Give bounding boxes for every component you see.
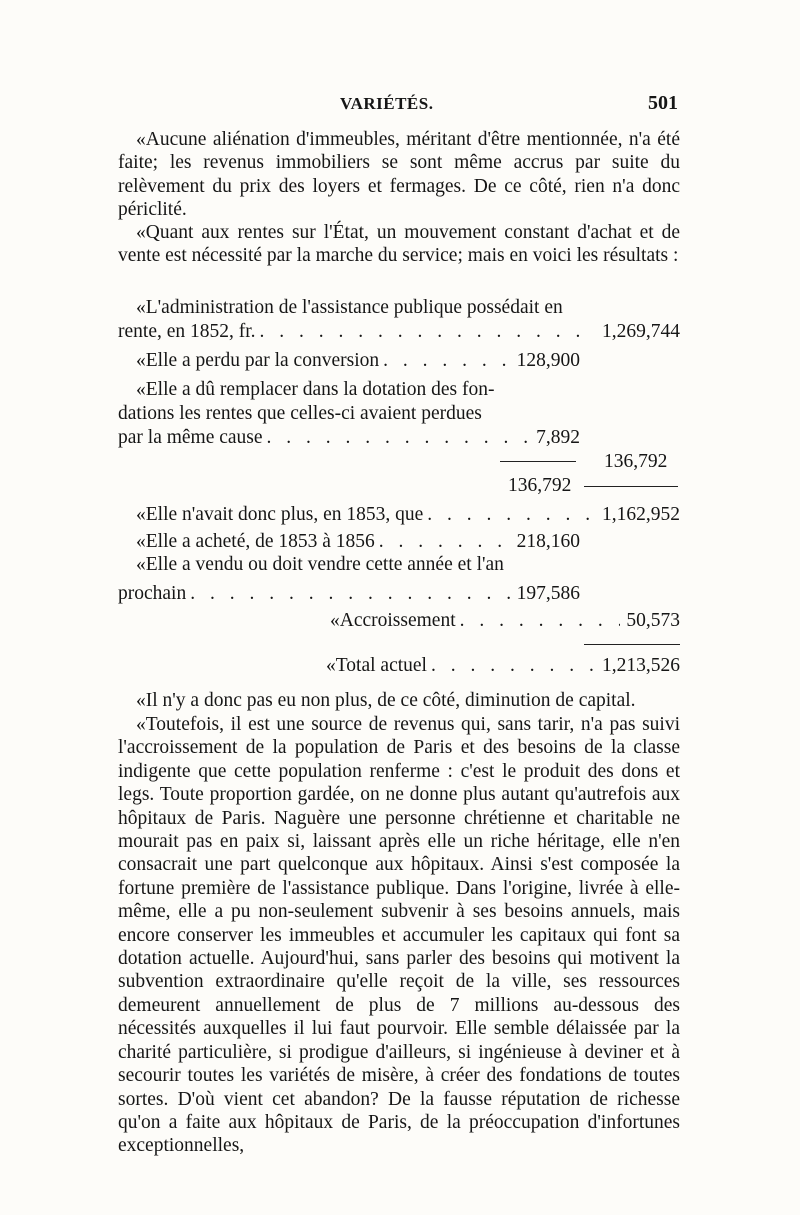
ledger-row-total (326, 654, 680, 678)
ledger-label: prochain (118, 583, 187, 604)
ledger-amount: 1,269,744 (602, 321, 680, 342)
leader-dots (427, 503, 596, 527)
sum-rule (584, 486, 678, 487)
leader-dots (260, 320, 596, 344)
ledger-label: «Elle a perdu par la conversion (136, 350, 380, 371)
ledger-label: «Total actuel (326, 655, 427, 676)
ledger-label: «Elle n'avait donc plus, en 1853, que (136, 504, 424, 525)
ledger-amount: 50,573 (626, 610, 680, 631)
ledger-row-1853 (136, 503, 680, 527)
subtotal-right: 136,792 (604, 451, 668, 472)
ledger-label: «Elle a acheté, de 1853 à 1856 (136, 531, 375, 552)
sum-rule (584, 644, 680, 645)
paragraph-immeubles: «Aucune aliénation d'immeubles, méritant d'être mentionnée, n'a été faite; les revenus immobiliers se sont même accrus par suite du relèvement du prix des loyers et fermages. De ce côté, rien n'a donc périclité. (118, 129, 680, 221)
ledger-line: dations les rentes que celles-ci avaient perdues (118, 403, 482, 424)
ledger-line: «L'administration de l'assistance publique possédait en (136, 297, 563, 318)
ledger-amount: 128,900 (516, 350, 580, 371)
leader-dots (267, 426, 531, 450)
leader-dots (379, 530, 511, 554)
paragraph-dons-legs: «Toutefois, il est une source de revenus qui, sans tarir, n'a pas suivi l'accroissement de la population de Paris et des besoins de la classe indigente que cette population renferme : c'est le produit des dons et legs. Toute proportion gardée, on ne donne plus autant qu'autrefois aux hôpitaux de Paris. Naguère une personne chrétienne et charitable ne mourait pas en paix si, laissant après elle un riche héritage, elle n'en consacrait une part quelconque aux hôpitaux. Ainsi s'est composée la fortune première de l'assistance publique. Dans l'origine, livrée à elle-même, elle a pu non-seulement subvenir à ses besoins annuels, mais encore conserver les immeubles et accumuler les capitaux qui font sa dotation actuelle. Aujourd'hui, sans parler des besoins qui motivent la subvention extraordinaire qu'elle reçoit de la ville, ses ressources demeurent annuellement de plus de 7 millions au-dessous des nécessités auxquelles il lui faut pourvoir. Elle semble délaissée par la charité particulière, si prodigue d'ailleurs, si ingénieuse à deviner et à secourir toutes les variétés de misère, à créer des fondations de toutes sortes. D'où vient cet abandon? De la fausse réputation de richesse qu'on a faite aux hôpitaux de Paris, de la préoccupation d'infortunes exceptionnelles, (118, 714, 680, 1157)
leader-dots (190, 582, 510, 606)
leader-dots (460, 609, 621, 633)
ledger-label: rente, en 1852, fr. (118, 321, 256, 342)
ledger-line: «Elle a dû remplacer dans la dotation des fon- (136, 379, 495, 400)
ledger-row-conversion (136, 349, 580, 373)
ledger-amount: 197,586 (516, 583, 580, 604)
ledger-row-vendu (118, 582, 580, 606)
ledger-row-achete (136, 530, 580, 554)
ledger-line: «Elle a vendu ou doit vendre cette année et l'an (136, 554, 504, 575)
sum-rule (500, 461, 576, 462)
page-number: 501 (648, 92, 678, 114)
page-header (118, 94, 680, 124)
ledger-amount: 1,213,526 (602, 655, 680, 676)
leader-dots (383, 349, 511, 373)
subtotal-left: 136,792 (508, 475, 572, 496)
paragraph-capital: «Il n'y a donc pas eu non plus, de ce côté, diminution de capital. (136, 690, 636, 711)
ledger-row-accroissement (330, 609, 680, 633)
ledger-label: «Accroissement (330, 610, 456, 631)
ledger-row-rente-1852 (118, 320, 680, 344)
ledger-amount: 1,162,952 (602, 504, 680, 525)
leader-dots (431, 654, 596, 678)
ledger-amount: 218,160 (516, 531, 580, 552)
ledger-label: par la même cause (118, 427, 263, 448)
ledger-amount: 7,892 (536, 427, 580, 448)
running-title: VARIÉTÉS. (340, 94, 434, 113)
ledger-row-meme-cause (118, 426, 580, 450)
paragraph-rentes: «Quant aux rentes sur l'État, un mouvement constant d'achat et de vente est nécessité par la marche du service; mais en voici les résultats : (118, 222, 680, 267)
